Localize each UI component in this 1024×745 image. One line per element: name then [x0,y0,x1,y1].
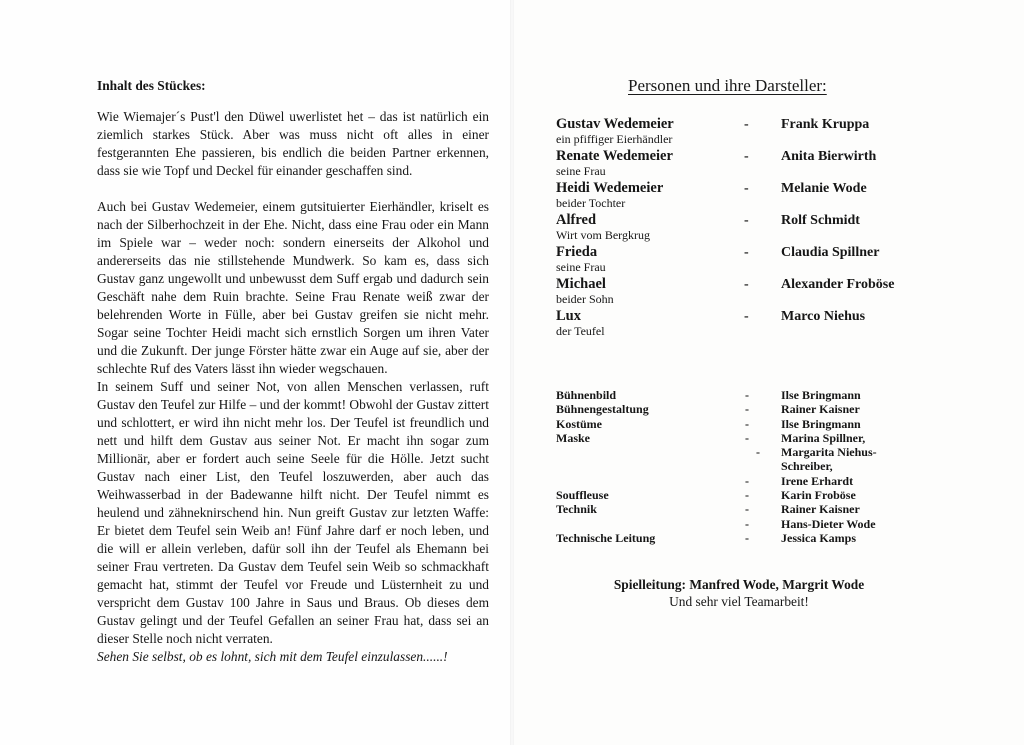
credits [584,576,894,610]
crew-person: Ilse Bringmann [781,416,861,431]
crew-row [556,445,956,459]
plot-summary [97,77,489,666]
character-description: der Teufel [556,324,605,338]
character-name: Renate Wedemeier [556,148,673,164]
summary-paragraph-1: Wie Wiemajer´s Pust'l den Düwel uwerlistet het – das ist natürlich ein ziemlich starkes Stück. Aber was muss nicht oft alles in einer festgerannten Ehe passieren, bis endlich die beiden Partner erkennen, dass sie wie Topf und Deckel für einander geschaffen sind. [97,109,489,178]
summary-paragraph-2: Auch bei Gustav Wedemeier, einem gutsituierter Eierhändler, kriselt es nach der Silberhochzeit in der Ehe. Nicht, dass eine Frau oder ein Mann im Spiele war – weder noch: sondern einerseits der Alkohol und andererseits das nie stillstehende Mundwerk. So kam es, dass sich Gustav ganz ungewollt und unbewusst dem Suff ergab und dadurch sein Geschäft nahe dem Ruin brachte. Seine Frau Renate weiß zwar der belehrenden Worte in Fülle, aber bei Gustav greifen sie nicht mehr. Sogar seine Tochter Heidi macht sich ernstlich Sorgen um ihren Vater und die Zukunft. Der junge Förster hätte zwar ein Auge auf sie, aber der schlechte Ruf des Vaters lässt ihn wieder wegschauen. [97,199,489,376]
crew-row [556,388,956,402]
crew-row [556,402,956,416]
separator-dash: - [744,309,749,324]
separator-dash: - [745,430,749,445]
cast-row [556,308,956,340]
character-name: Lux [556,308,581,324]
character-name: Heidi Wedemeier [556,180,664,196]
right-page [514,0,1024,745]
crew-person: Marina Spillner, [781,430,866,445]
summary-heading: Inhalt des Stückes: [97,78,206,93]
crew-person: Ilse Bringmann [781,388,861,402]
crew-role: Technische Leitung [556,530,656,545]
actor-name: Anita Bierwirth [781,149,877,164]
crew-role: Kostüme [556,416,602,431]
separator-dash: - [745,473,749,488]
actor-name: Claudia Spillner [781,245,880,260]
cast-list [556,116,956,340]
crew-row [556,488,956,502]
character-description: beider Sohn [556,292,614,306]
separator-dash: - [745,530,749,545]
actor-name: Rolf Schmidt [781,213,860,228]
character-description: seine Frau [556,164,606,178]
crew-person: Irene Erhardt [781,473,854,488]
crew-row [556,531,956,545]
character-name: Michael [556,276,606,292]
separator-dash: - [745,516,749,531]
crew-person: Jessica Kamps [781,530,856,545]
summary-closing: Sehen Sie selbst, ob es lohnt, sich mit dem Teufel einzulassen......! [97,649,448,664]
crew-role: Souffleuse [556,488,609,503]
crew-row [556,474,956,488]
cast-row [556,116,956,148]
crew-person: Hans-Dieter Wode [781,516,876,531]
character-description: ein pfiffiger Eierhändler [556,132,673,146]
cast-row [556,180,956,212]
actor-name: Alexander Froböse [781,277,895,292]
direction-credit: Spielleitung: Manfred Wode, Margrit Wode [613,577,865,592]
character-description: beider Tochter [556,196,626,210]
actor-name: Marco Niehus [781,309,866,324]
character-name: Gustav Wedemeier [556,116,674,132]
separator-dash: - [744,117,749,132]
crew-row [556,517,956,531]
separator-dash: - [744,181,749,196]
cast-row [556,244,956,276]
teamwork-credit: Und sehr viel Teamarbeit! [669,594,809,609]
separator-dash: - [745,416,749,431]
actor-name: Frank Kruppa [781,117,870,132]
cast-row [556,212,956,244]
crew-row [556,417,956,431]
crew-role: Maske [556,430,590,445]
crew-row [556,459,956,473]
separator-dash: - [744,213,749,228]
character-name: Alfred [556,212,597,228]
crew-person: Karin Froböse [781,488,856,503]
character-description: seine Frau [556,260,606,274]
crew-row [556,502,956,516]
character-description: Wirt vom Bergkrug [556,228,650,242]
separator-dash: - [745,402,749,417]
separator-dash: - [745,488,749,503]
separator-dash: - [745,388,749,402]
actor-name: Melanie Wode [781,181,867,196]
crew-person: Rainer Kaisner [781,402,860,417]
crew-person: Rainer Kaisner [781,502,860,517]
cast-row [556,276,956,308]
separator-dash: - [744,245,749,260]
separator-dash: - [744,277,749,292]
cast-row [556,148,956,180]
character-name: Frieda [556,244,598,260]
crew-role: Bühnengestaltung [556,402,649,417]
separator-dash: - [756,445,760,460]
crew-person: Margarita Niehus- [781,445,877,460]
separator-dash: - [744,149,749,164]
separator-dash: - [745,502,749,517]
summary-paragraph-3: In seinem Suff und seiner Not, von allen Menschen verlassen, ruft Gustav den Teufel zur Hilfe – und der kommt! Obwohl der Gustav zittert und schlottert, er wird ihn nicht mehr los. Der Teufel ist freundlich und nett und hilft dem Gustav aus seiner Not. Er macht ihn sogar zum Millionär, aber er fordert auch seine Seele für die Hölle. Jetzt sucht Gustav nach einer List, den Teufel loszuwerden, aber auch das Weihwasserbad in der Badewanne hilft nicht. Der Teufel nimmt es heulend und zähneknirschend hin. Nun greift Gustav zur letzten Waffe: Er bietet dem Teufel sein Weib an! Fünf Jahre darf er noch leben, und die will er allein verleben, dafür soll ihn der Teufel als Ehemann bei seiner Frau vertreten. Da Gustav dem Teufel sein Weib so schmackhaft gemacht hat, stimmt der Teufel vor Freude und Lüsternheit zu und verspricht dem Gustav 100 Jahre in Saus und Braus. Ob dieses dem Gustav gelingt und der Teufel Gefallen an seiner Frau hat, dass sei an dieser Stelle noch nicht verraten. [97,379,489,646]
crew-role: Technik [556,502,597,517]
crew-role: Bühnenbild [556,388,617,402]
crew-person: Schreiber, [781,459,833,474]
crew-list [556,388,956,545]
crew-row [556,431,956,445]
cast-heading: Personen und ihre Darsteller: [628,76,827,95]
